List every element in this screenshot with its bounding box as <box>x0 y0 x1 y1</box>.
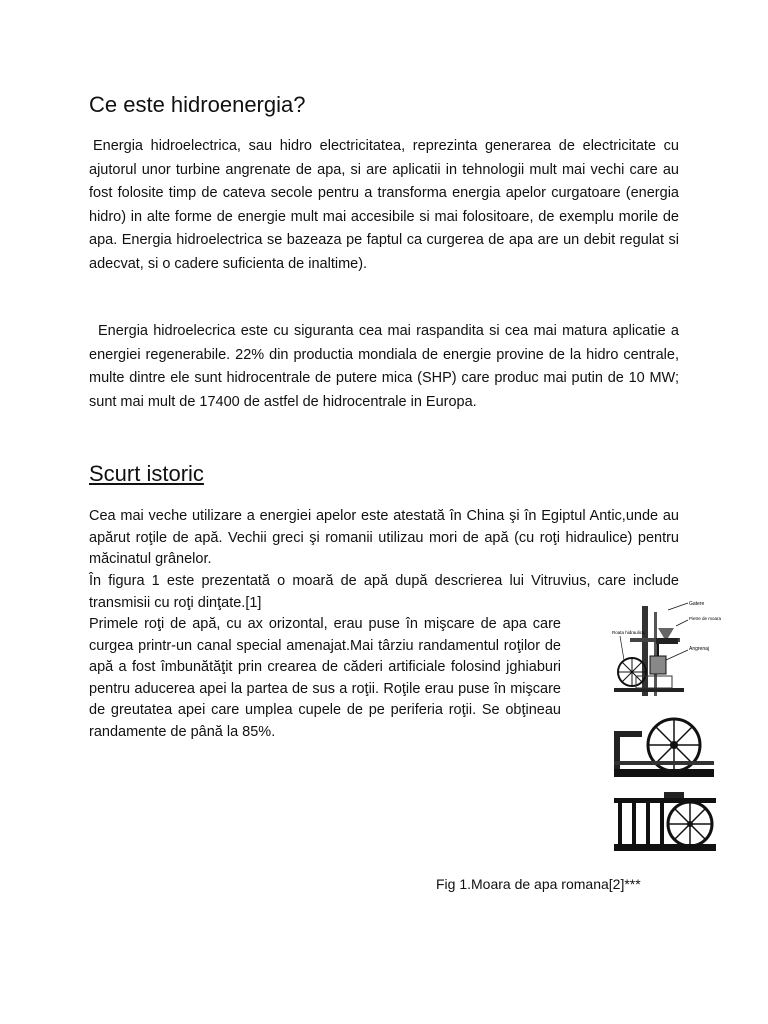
paragraph-statistics: Energia hidroelecrica este cu siguranta cea mai raspandita si cea mai matura aplicatie a energiei regenerabile. 22% din productia mondiala de energie provine de la hidro centrale, multe dintre ele sunt hidrocentrale de putere mica (SHP) care produc mai putin de 10 MW; sunt mai mult de 17400 de astfel de hidrocentrale in Europa. <box>89 323 679 410</box>
figure-caption: Fig 1.Moara de apa romana[2]*** <box>436 876 641 892</box>
paragraph-earliest-use: Cea mai veche utilizare a energiei apelor este atestată în China şi în Egiptul Antic,unde au apărut roţile de apă. Vechii greci şi romanii utilizau mori de apă (cu roţi hidraulice) pentru măcinatul grânelor. <box>89 508 679 567</box>
overshot-wheel-illustration <box>612 790 718 854</box>
vitruvius-mill-illustration <box>610 598 722 710</box>
undershot-wheel-illustration <box>612 717 716 779</box>
section-title-history: Scurt istoric <box>89 461 204 486</box>
label-gear: Angrenaj <box>689 646 710 652</box>
label-stones: Pietre de moara <box>689 616 722 621</box>
label-wheel: Roata hidraulica <box>612 630 645 635</box>
paragraph-definition: Energia hidroelectrica, sau hidro electricitatea, reprezinta generarea de electricitate cu ajutorul unor turbine angrenate de apa, si are aplicatii in tehnologii mult mai vechi care au fost folosite timp de cateva secole pentru a transforma energia apelor curgatoare (energia hidro) in alte forme de energie mult mai accesibile si mai folositoare, de exemplu morile de apa. Energia hidroelectrica se bazeaza pe faptul ca curgerea de apa are un debit regulat si adecvat, si o cadere suficienta de inaltime). <box>89 138 679 272</box>
label-top: Gatere <box>689 601 705 607</box>
paragraph-vitruvius: În figura 1 este prezentată o moară de apă după descrierea lui Vitruvius, care include transmisii cu roţi dinţate.[1] <box>89 573 679 611</box>
paragraph-water-wheels: Primele roţi de apă, cu ax orizontal, erau puse în mişcare de apa care curgea printr-un canal special amenajat.Mai târziu randamentul roţilor de apă a fost îmbunătăţit prin crearea de căderi artificiale folosind jghiaburi pentru aducerea apei la partea de sus a roţii. Roţile erau puse în mişcare de greutatea apei care umplea cupele de pe periferia roţii. Se obţineau randamente de până la 85%. <box>89 616 561 740</box>
section-title-hydroenergy: Ce este hidroenergia? <box>89 92 306 117</box>
